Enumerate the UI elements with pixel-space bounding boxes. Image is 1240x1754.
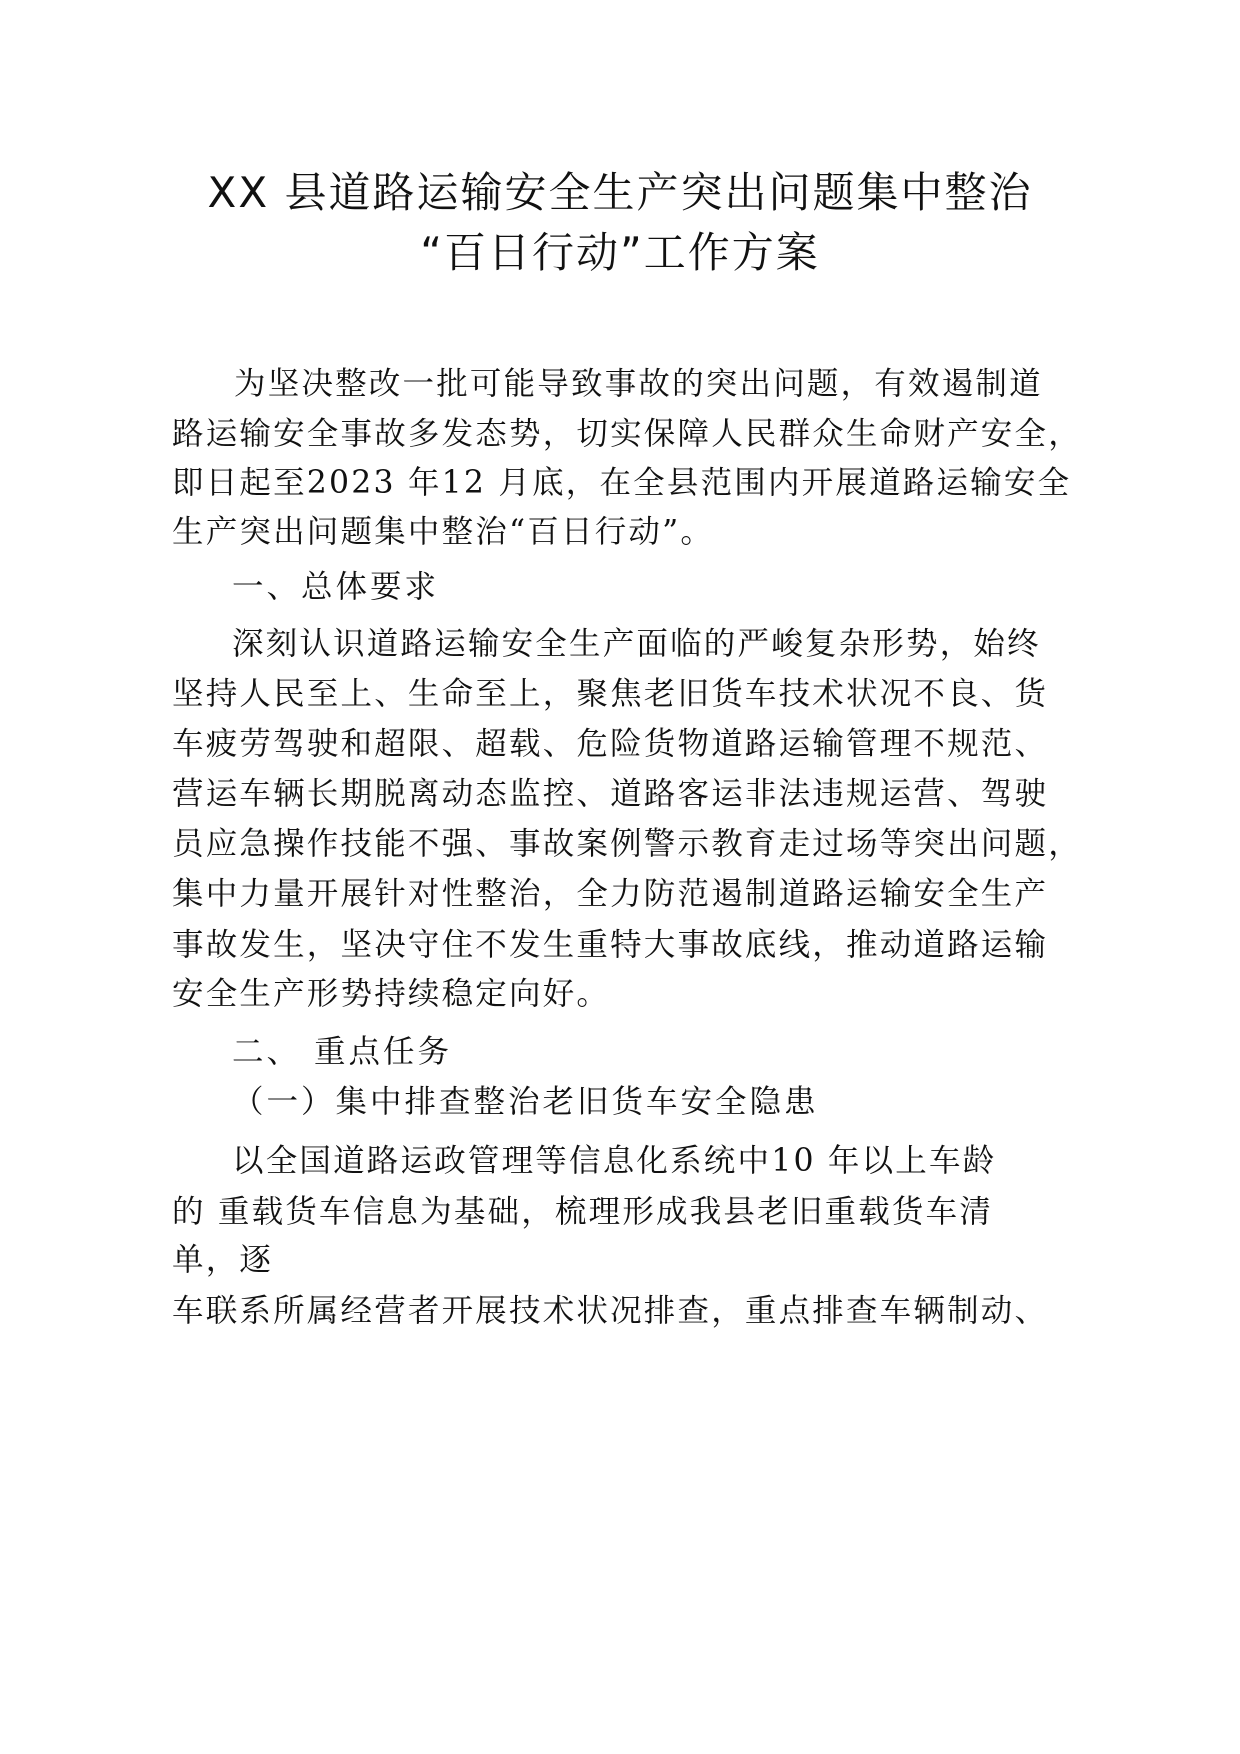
paragraph-line: 集中力量开展针对性整治，全力防范遏制道路运输安全生产 — [172, 876, 1049, 912]
section-heading-key-tasks: 二、 重点任务 — [232, 1034, 453, 1070]
paragraph-line: 车联系所属经营者开展技术状况排查，重点排查车辆制动、 — [172, 1293, 1049, 1329]
paragraph-line: 安全生产形势持续稳定向好。 — [172, 976, 611, 1012]
paragraph-line: 的 重载货车信息为基础，梳理形成我县老旧重载货车清 — [172, 1194, 994, 1230]
intro-line: 生产突出问题集中整治“百日行动”。 — [172, 514, 715, 550]
intro-line: 为坚决整改一批可能导致事故的突出问题，有效遏制道 — [234, 366, 1043, 402]
paragraph-line: 营运车辆长期脱离动态监控、道路客运非法违规运营、驾驶 — [172, 776, 1049, 812]
paragraph-line: 坚持人民至上、生命至上，聚焦老旧货车技术状况不良、货 — [172, 676, 1049, 712]
paragraph-line: 员应急操作技能不强、事故案例警示教育走过场等突出问题， — [172, 826, 1082, 862]
document-title-line-2: “百日行动”工作方案 — [420, 228, 820, 277]
document-title-line-1: XX 县道路运输安全生产突出问题集中整治 — [207, 168, 1033, 217]
paragraph-line: 车疲劳驾驶和超限、超载、危险货物道路运输管理不规范、 — [172, 726, 1049, 762]
paragraph-line: 单，逐 — [172, 1242, 274, 1278]
paragraph-line: 深刻认识道路运输安全生产面临的严峻复杂形势，始终 — [232, 626, 1041, 662]
intro-line: 即日起至2023 年12 月底，在全县范围内开展道路运输安全 — [172, 465, 1072, 501]
paragraph-line: 以全国道路运政管理等信息化系统中10 年以上车龄 — [232, 1143, 997, 1179]
subsection-heading-old-trucks: （一）集中排查整治老旧货车安全隐患 — [232, 1084, 819, 1120]
intro-line: 路运输安全事故多发态势，切实保障人民群众生命财产安全， — [172, 416, 1082, 452]
paragraph-line: 事故发生，坚决守住不发生重特大事故底线，推动道路运输 — [172, 927, 1049, 963]
section-heading-general-requirements: 一、总体要求 — [232, 569, 440, 605]
